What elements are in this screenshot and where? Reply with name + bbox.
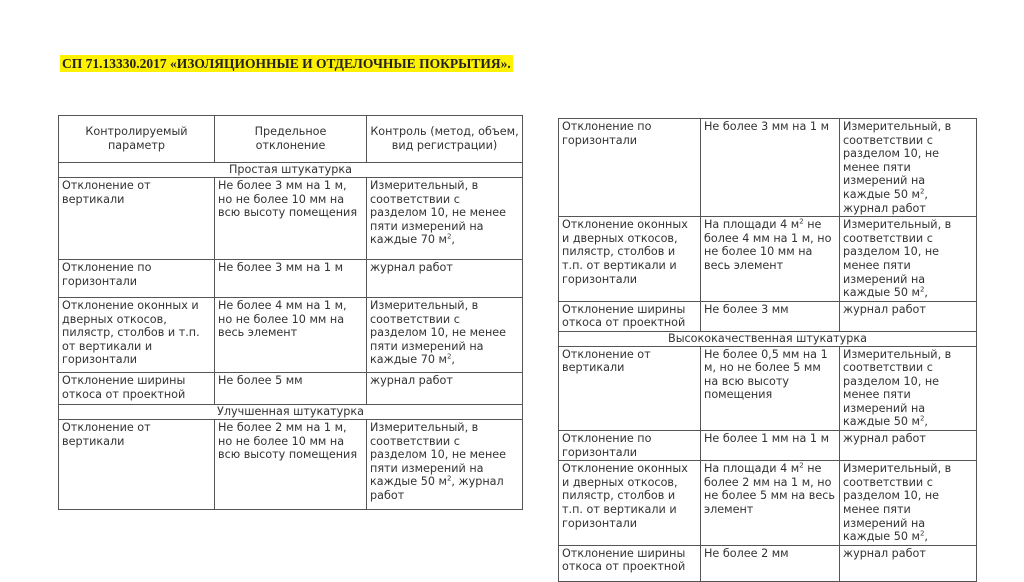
cell-deviation: Не более 1 мм на 1 м [701,431,840,461]
header-param: Контролируемый параметр [59,116,215,163]
cell-control: журнал работ [840,545,977,581]
cell-deviation: Не более 2 мм на 1 м, но не более 10 мм на всю высоту помещения [215,420,367,510]
cell-control: журнал работ [840,431,977,461]
table-row [59,260,523,298]
cell-deviation: Не более 3 мм на 1 м, но не более 10 мм на всю высоту помещения [215,178,367,260]
cell-deviation: На площади 4 $м^2$ не более 2 мм на 1 м, но не более 5 мм на весь элемент [701,461,840,546]
cell-param: Отклонение оконных и дверных откосов, пилястр, столбов и т.п. от вертикали и горизонтали [59,298,215,373]
cell-param: Отклонение от вертикали [59,178,215,260]
cell-control: Измерительный, в соответствии с разделом 10, не менее пяти измерений на каждые 50 $м^2$, журнал работ [367,420,523,510]
section-improved-plaster: Улучшенная штукатурка [59,405,523,420]
table-row [559,431,977,461]
cell-control: Измерительный, в соответствии с разделом 10, не менее пяти измерений на каждые 70 $м^2$, [367,298,523,373]
cell-deviation: Не более 3 мм на 1 м [701,119,840,217]
table-row [59,420,523,510]
cell-param: Отклонение от вертикали [59,420,215,510]
cell-control: Измерительный, в соответствии с разделом 10, не менее пяти измерений на каждые 50 $м^2$, журнал работ [840,119,977,217]
cell-control: журнал работ [367,373,523,405]
cell-param: Отклонение ширины откоса от проектной [559,545,701,581]
table-row [559,545,977,581]
cell-param: Отклонение ширины откоса от проектной [59,373,215,405]
cell-param: Отклонение оконных и дверных откосов, пилястр, столбов и т.п. от вертикали и горизонтали [559,217,701,302]
section-high-quality-plaster: Высококачественная штукатурка [559,331,977,346]
cell-deviation: На площади 4 $м^2$ не более 4 мм на 1 м, но не более 10 мм на весь элемент [701,217,840,302]
table-row [59,178,523,260]
cell-control: журнал работ [840,301,977,331]
section-row [59,405,523,420]
cell-control: журнал работ [367,260,523,298]
cell-control: Измерительный, в соответствии с разделом 10, не менее пяти измерений на каждые 50 $м^2$, [840,346,977,431]
cell-deviation: Не более 0,5 мм на 1 м, но не более 5 мм на всю высоту помещения [701,346,840,431]
right-table [558,118,977,582]
cell-param: Отклонение по горизонтали [559,119,701,217]
section-row [559,331,977,346]
cell-param: Отклонение ширины откоса от проектной [559,301,701,331]
table-row [59,373,523,405]
cell-param: Отклонение от вертикали [559,346,701,431]
cell-control: Измерительный, в соответствии с разделом 10, не менее пяти измерений на каждые 50 $м^2$, [840,217,977,302]
cell-deviation: Не более 3 мм [701,301,840,331]
table-row [559,346,977,431]
cell-param: Отклонение оконных и дверных откосов, пилястр, столбов и т.п. от вертикали и горизонтали [559,461,701,546]
cell-control: Измерительный, в соответствии с разделом 10, не менее пяти измерений на каждые 70 $м^2$, [367,178,523,260]
cell-deviation: Не более 2 мм [701,545,840,581]
header-deviation: Предельное отклонение [215,116,367,163]
table-row [559,461,977,546]
section-simple-plaster: Простая штукатурка [59,163,523,178]
cell-deviation: Не более 3 мм на 1 м [215,260,367,298]
table-header-row [59,116,523,163]
table-row [59,298,523,373]
cell-deviation: Не более 4 мм на 1 м, но не более 10 мм на весь элемент [215,298,367,373]
table-row [559,217,977,302]
cell-param: Отклонение по горизонтали [559,431,701,461]
table-row [559,119,977,217]
cell-param: Отклонение по горизонтали [59,260,215,298]
header-control: Контроль (метод, объем, вид регистрации) [367,116,523,163]
cell-control: Измерительный, в соответствии с разделом 10, не менее пяти измерений на каждые 50 $м^2$, [840,461,977,546]
cell-deviation: Не более 5 мм [215,373,367,405]
left-table [58,115,523,510]
section-row [59,163,523,178]
page-title: СП 71.13330.2017 «ИЗОЛЯЦИОННЫЕ И ОТДЕЛОЧНЫЕ ПОКРЫТИЯ». [62,56,511,71]
table-row [559,301,977,331]
